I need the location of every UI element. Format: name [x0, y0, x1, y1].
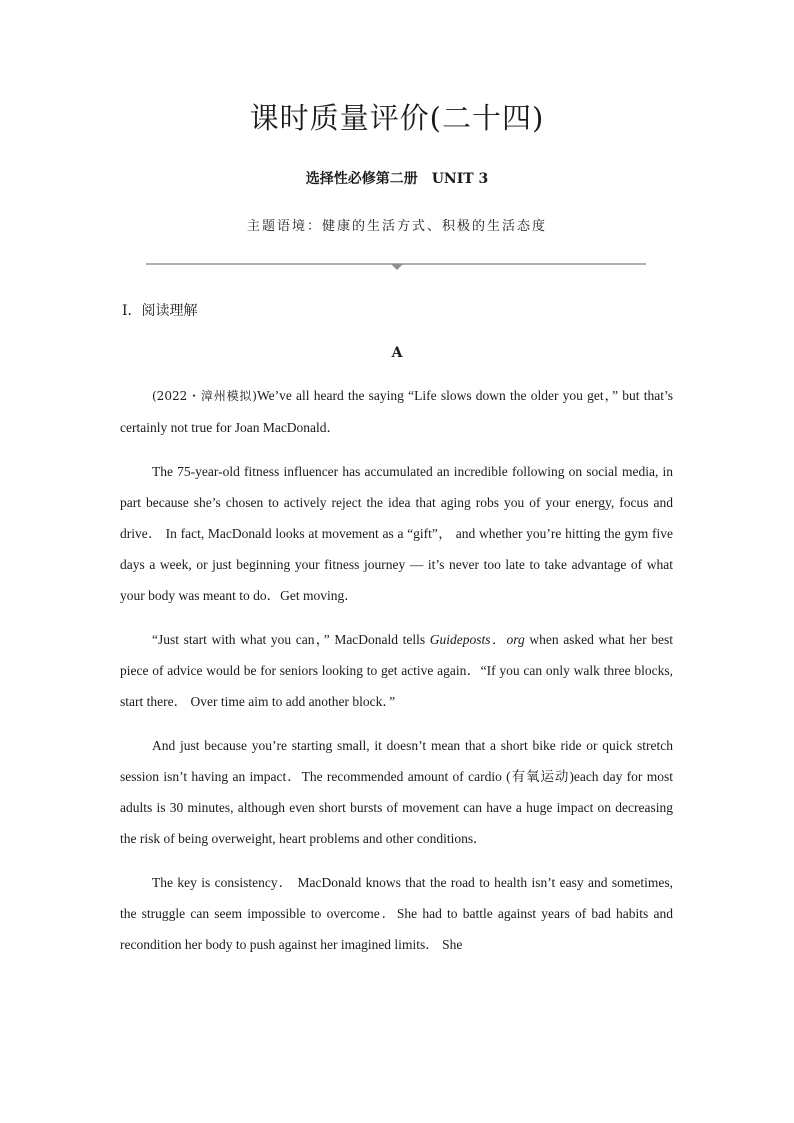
paragraph-3-text-a: “Just start with what you can，” MacDonald tells: [152, 632, 430, 647]
section-heading: Ⅰ．阅读理解: [122, 303, 198, 319]
divider-arrow-icon: [391, 264, 403, 270]
page-subtitle: [0, 168, 794, 188]
subtitle-unit: UNIT 3: [431, 171, 489, 187]
paragraph-3-text-b: when asked what her best piece of advice would be for seniors looking to get active again．“If you can only walk three blocks, start there． Over time aim to add another block．”: [120, 632, 673, 709]
page-title: 课时质量评价(二十四): [249, 101, 545, 135]
paragraph-3: [120, 624, 673, 717]
passage-body: [120, 380, 673, 973]
subtitle-book: 选择性必修第二册: [305, 171, 418, 187]
passage-label: A: [391, 345, 403, 361]
source-note: (2022・漳州模拟): [152, 389, 257, 403]
paragraph-1: [120, 380, 673, 443]
website-name: Guideposts．org: [429, 632, 525, 647]
paragraph-5: The key is consistency． MacDonald knows that the road to health isn’t easy and sometimes, the struggle can seem impossible to overcome．She had to battle against years of bad habits and recondition her body to push against her imagined limits． She: [120, 875, 673, 952]
paragraph-1-text: We’ve all heard the saying “Life slows down the older you get，” but that’s certainly not true for Joan MacDonald．: [120, 388, 673, 435]
theme-context: 主题语境：健康的生活方式、积极的生活态度: [246, 219, 547, 234]
paragraph-4: And just because you’re starting small, it doesn’t mean that a short bike ride or quick stretch session isn’t having an impact．The recommended amount of cardio (有氧运动)each day for most adults is 30 minutes, although even short bursts of movement can have a huge impact on decreasing the risk of being overweight, heart problems and other conditions．: [120, 738, 673, 846]
paragraph-2: The 75-year-old fitness influencer has accumulated an incredible following on social media, in part because she’s chosen to actively reject the idea that aging robs you of your energy, focus and drive． In fact, MacDonald looks at movement as a “gift”， and whether you’re hitting the gym five days a week, or just beginning your fitness journey — it’s never too late to take advantage of what your body was meant to do．Get moving．: [120, 464, 673, 603]
